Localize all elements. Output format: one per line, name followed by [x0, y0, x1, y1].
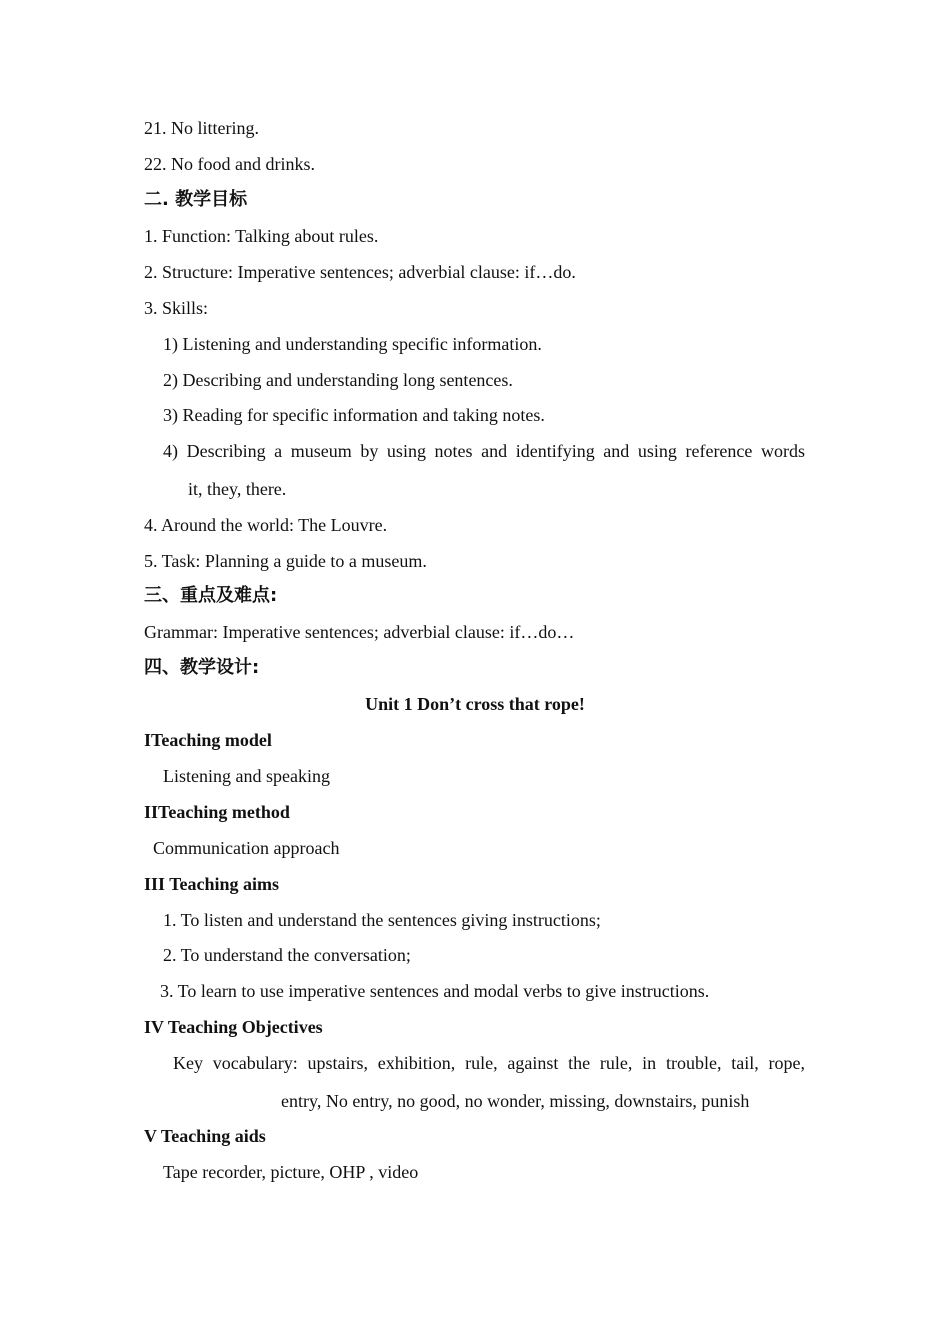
teaching-aids-text: Tape recorder, picture, OHP , video: [163, 1162, 419, 1182]
list-item-22: 22. No food and drinks.: [144, 154, 315, 174]
skill-item-4-continuation: it, they, there.: [188, 479, 287, 499]
teaching-aim-1: 1. To listen and understand the sentences giving instructions;: [163, 910, 601, 930]
objective-task: 5. Task: Planning a guide to a museum.: [144, 551, 427, 571]
key-vocabulary-line-2: entry, No entry, no good, no wonder, missing, downstairs, punish: [281, 1091, 750, 1111]
objective-around-world: 4. Around the world: The Louvre.: [144, 515, 388, 535]
section-two-heading: 二. 教学目标: [144, 189, 248, 210]
unit-title: Unit 1 Don’t cross that rope!: [365, 694, 585, 714]
objective-structure: 2. Structure: Imperative sentences; adverbial clause: if…do.: [144, 262, 576, 282]
teaching-objectives-heading: IV Teaching Objectives: [144, 1017, 323, 1037]
skill-item-1: 1) Listening and understanding specific information.: [163, 334, 542, 354]
teaching-model-heading: ITeaching model: [144, 730, 272, 750]
teaching-aim-3: 3. To learn to use imperative sentences and modal verbs to give instructions.: [160, 981, 710, 1001]
skill-item-3: 3) Reading for specific information and taking notes.: [163, 405, 545, 425]
section-three-heading: 三、重点及难点:: [144, 585, 278, 606]
teaching-method-text: Communication approach: [153, 838, 340, 858]
teaching-model-text: Listening and speaking: [163, 766, 330, 786]
skill-item-4: 4) Describing a museum by using notes and identifying and using reference words: [163, 441, 805, 461]
teaching-aims-heading: III Teaching aims: [144, 874, 280, 894]
teaching-method-heading: IITeaching method: [144, 802, 290, 822]
objective-function: 1. Function: Talking about rules.: [144, 226, 379, 246]
skill-item-2: 2) Describing and understanding long sentences.: [163, 370, 513, 390]
list-item-21: 21. No littering.: [144, 118, 259, 138]
key-vocabulary-line-1: Key vocabulary: upstairs, exhibition, rule, against the rule, in trouble, tail, rope,: [173, 1053, 805, 1073]
teaching-aids-heading: V Teaching aids: [144, 1126, 266, 1146]
section-four-heading: 四、教学设计:: [144, 657, 260, 678]
teaching-aim-2: 2. To understand the conversation;: [163, 945, 411, 965]
objective-skills: 3. Skills:: [144, 298, 209, 318]
grammar-text: Grammar: Imperative sentences; adverbial clause: if…do…: [144, 622, 575, 642]
